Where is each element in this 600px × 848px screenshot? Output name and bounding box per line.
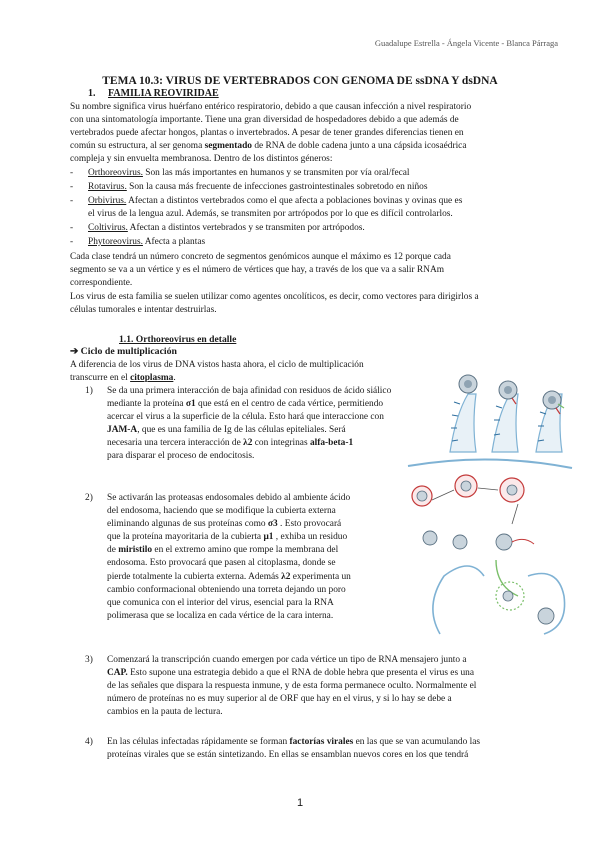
step-text: , que es una familia de Ig de las células epiteliales. Será [137,425,346,436]
step-text: en las que se van acumulando las [353,737,481,747]
cycle-heading: ➔ Ciclo de multiplicación [70,346,177,357]
step-line: acercar el virus a la superficie de la célula. Esto hará que interaccione con [107,412,384,423]
intro-line: compleja y sin envuelta membranosa. Dentro de los distintos géneros: [70,154,333,165]
list-item: - Orbivirus. Afectan a distintos vertebrados como el que afecta a poblaciones bovinas y ovinas que es el virus de la lengua azul. Además, se transmiten por artrópodos por lo que es difícil controlarlos. [70,196,463,220]
step-4 [85,736,573,762]
step-line [107,518,390,531]
paragraph-line: correspondiente. [70,278,133,289]
step-1 [85,385,443,464]
genus-text: Afecta a plantas [142,237,206,247]
step-text: que está en el centro de cada vértice, permitiendo [195,399,384,410]
step-line: proteínas virales que se están sintetizando. En ellas se ensamblan nuevos cores en los que tendrá [107,750,469,761]
step-text: en el extremo amino que rompe la membrana del [152,545,339,556]
protein-bold: miristilo [118,545,153,556]
step-2 [85,492,390,623]
page-number: 1 [296,797,304,809]
step-text: experimenta un [290,571,351,582]
step-line [107,544,390,557]
step-number: 4) [85,737,93,747]
mrna-strand [496,560,518,596]
nucleus-outline [433,566,484,634]
intro-text-after: de RNA de doble cadena junto a una cápsida icosaédrica [252,141,467,152]
section-heading [88,88,219,99]
endosome-2 [455,475,477,497]
genus-name: Orthoreovirus. [88,168,143,178]
header-authors: Guadalupe Estrella - Ángela Vicente - Blanca Párraga [374,38,558,48]
attachment-figure [446,364,576,454]
page-title: TEMA 10.3: VIRUS DE VERTEBRADOS CON GENOMA DE ssDNA Y dsDNA [102,75,498,87]
step-text: con integrinas [252,438,310,449]
paragraph-line: segmento se va a un vértice y es el número de vértices que hay, a través de los que va a salir RNAm [70,265,445,276]
step-line: del endosoma, haciendo que se modifique la cubierta externa [107,506,336,517]
step-line [107,736,573,749]
endosome-1 [412,486,432,506]
step-text: eliminando algunas de sus proteínas como [107,519,268,530]
cell-membrane [408,459,572,468]
endosome-3 [500,478,524,502]
step-line [107,437,443,450]
step-3 [85,654,573,719]
step-text: , exhiba un residuo [273,532,348,543]
factorias-bold: factorías virales [289,737,354,747]
intro-line: con una sintomatología importante. Tiene una gran diversidad de hospedadores debido a que además de [70,115,459,126]
step-line: que comunica con el interior del virus, esencial para la RNA [107,597,334,608]
step-line: Se da una primera interacción de baja afinidad con residuos de ácido siálico [107,386,392,396]
step-text: que la proteína mayoritaria de la cubierta [107,532,264,543]
step-text: necesaria una tercera interacción de [107,438,244,449]
step-line [107,398,443,411]
step-line: cambios en la pauta de lectura. [107,707,223,718]
step-line [107,667,573,680]
intro-bold: segmentado [204,141,252,152]
paragraph-line: A diferencia de los virus de DNA vistos hasta ahora, el ciclo de multiplicación [70,360,364,370]
replication-cycle-figure [400,456,576,638]
step-text: Esto supone una estrategia debido a que el RNA de doble hebra que presenta el virus es una [127,668,474,679]
step-line: para disparar el proceso de endocitosis. [107,451,255,462]
intro-paragraph [70,101,572,166]
protein-bold: μ1 [263,532,274,543]
genus-name: Coltivirus. [88,223,128,233]
protein-bold: λ2 [281,571,291,582]
intro-text: transcurre en el [70,373,131,384]
genus-text: Afectan a distintos vertebrados y se transmiten por artrópodos. [127,223,365,233]
cycle-intro [70,359,450,385]
arrow [432,490,454,500]
list-item: - Phytoreovirus. Afecta a plantas [70,237,206,247]
protein-bold: JAM-A [107,425,138,436]
arrow [512,504,518,524]
step-number: 3) [85,655,93,665]
step-text: En las células infectadas rápidamente se forman [107,737,290,747]
step-text: . Esto provocará [277,519,342,530]
step-line: polimerasa que se localiza en cada vértice de la cara interna. [107,610,334,621]
genus-name: Phytoreovirus. [88,237,143,247]
step-line: de las señales que dispara la respuesta inmune, y de esta forma permanece oculto. Normalmente el [107,681,477,692]
membrane-panel-1 [450,375,477,452]
list-item: - Orthoreovirus. Son las más importantes en humanos y se transmiten por vía oral/fecal [70,168,410,178]
step-text: de [107,545,119,556]
step-text: pierde totalmente la cubierta externa. Además [107,571,282,582]
protein-bold: σ1 [185,399,196,410]
paragraph-line [70,372,450,385]
segments-paragraph [70,251,572,290]
genus-text: Son las más importantes en humanos y se transmiten por vía oral/fecal [142,168,410,178]
membrane-curve [528,574,565,635]
paragraph-line: Cada clase tendrá un número concreto de segmentos genómicos aunque el máximo es 12 porque cada [70,252,451,262]
progeny-virion [538,608,554,624]
genus-name: Rotavirus. [88,182,127,192]
list-item: - Rotavirus. Son la causa más frecuente de infecciones gastrointestinales sobretodo en niños [70,182,428,192]
paragraph-line: Los virus de esta familia se suelen utilizar como agentes oncolíticos, es decir, como vectores para dirigirlos a [70,292,479,302]
section-number: 1. [88,88,96,99]
oncolytic-paragraph [70,291,572,317]
intro-text: común su estructura, al ser genoma [70,141,205,152]
step-line [107,571,390,584]
step-line: cambio conformacional obteniendo una torreta dejando un poro [107,584,346,595]
protein-bold: alfa-beta-1 [309,438,354,449]
genus-text: Afectan a distintos vertebrados como el que afecta a poblaciones bovinas y ovinas que es [126,196,463,206]
protein-bold: λ2 [243,438,253,449]
intro-line: Su nombre significa virus huérfano entérico respiratorio, debido a que causan infección a nivel respiratorio [70,102,472,112]
step-line: endosoma. Esto provocará que pasen al citoplasma, donde se [107,558,336,569]
genus-text: Son la causa más frecuente de infecciones gastrointestinales sobretodo en niños [126,182,428,192]
intro-line [70,140,572,153]
genus-text: el virus de la lengua azul. Además, se transmiten por artrópodos por lo que es difícil controlarlos. [88,209,453,220]
step-line [107,424,443,437]
section-title: FAMILIA REOVIRIDAE [108,88,219,99]
paragraph-line: células tumorales e intentar destruirlas. [70,305,217,316]
subsection-heading: 1.1. Orthoreovirus en detalle [119,334,237,345]
membrane-panel-3 [536,391,564,452]
protein-bold: σ3 [267,519,278,530]
citoplasma-bold: citoplasma [130,373,174,384]
core-particle-2 [496,534,534,550]
list-item: - Coltivirus. Afectan a distintos vertebrados y se transmiten por artrópodos. [70,223,365,233]
arrow [478,488,498,490]
intro-line: vertebrados puede afectar hongos, plantas o invertebrados. A pesar de tener grandes diferencias tienen en [70,128,464,139]
step-line: Se activarán las proteasas endosomales debido al ambiente ácido [107,493,351,503]
step-line: Comenzará la transcripción cuando emergen por cada vértice un tipo de RNA mensajero junto a [107,655,467,665]
genus-name: Orbivirus. [88,196,127,206]
step-number: 1) [85,386,93,396]
cap-bold: CAP. [107,668,128,679]
core-particle-1 [423,531,467,549]
new-core [503,591,513,601]
step-number: 2) [85,493,93,503]
membrane-panel-2 [492,381,518,452]
step-text: mediante la proteína [107,399,186,410]
step-line: número de proteínas no es muy superior al de ORF que hay en el virus, y si lo hay se debe a [107,694,452,705]
step-line [107,531,390,544]
intro-end: . [173,373,176,384]
